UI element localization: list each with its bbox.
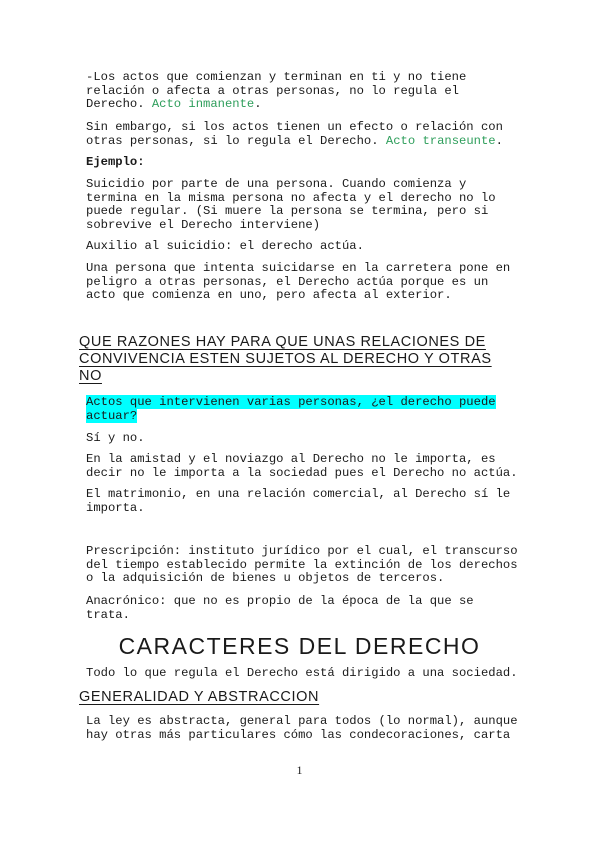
section-heading-text: QUE RAZONES HAY PARA QUE UNAS RELACIONES DE CONVIVENCIA ESTEN SUJETOS AL DERECHO Y OTRAS NO — [79, 334, 492, 384]
paragraph-sociedad: Todo lo que regula el Derecho está dirigido a una sociedad. — [86, 666, 518, 680]
paragraph-si-y-no: Sí y no. — [86, 431, 145, 445]
term-acto-transeunte: Acto transeunte — [385, 133, 496, 148]
paragraph-end: . — [254, 97, 262, 112]
paragraph-text: Sin embargo, si los actos tienen un efecto o relación con otras personas, si lo regula el Derecho. — [86, 120, 503, 148]
paragraph-suicidio: Suicidio por parte de una persona. Cuando comienza y termina en la misma persona no afecta y el derecho no lo puede regular. (Si muere la persona se termina, pero si sobrevive el Derecho interviene) — [86, 177, 496, 232]
section-heading — [79, 334, 519, 385]
paragraph-amistad: En la amistad y el noviazgo al Derecho no le importa, es decir no le importa a la sociedad pues el Derecho no actúa. — [86, 452, 518, 480]
paragraph-text: -Los actos que comienzan y terminan en ti y no tiene relación o afecta a otras personas, no lo regula el Derecho. — [86, 70, 467, 112]
paragraph-acto-transeunte — [86, 121, 526, 148]
paragraph-auxilio: Auxilio al suicidio: el derecho actúa. — [86, 239, 364, 253]
page-title: CARACTERES DEL DERECHO — [118, 633, 481, 659]
paragraph-prescripcion: Prescripción: instituto jurídico por el cual, el transcurso del tiempo establecido permite la extinción de los derechos o la adquisición de bienes u objetos de terceros. — [86, 544, 518, 586]
highlighted-question: Actos que intervienen varias personas, ¿el derecho puede actuar? — [86, 395, 496, 423]
paragraph-ley-abstracta: La ley es abstracta, general para todos (lo normal), aunque hay otras más particulares cómo las condecoraciones, carta — [86, 714, 518, 742]
page-number: 1 — [296, 763, 303, 777]
ejemplo-label: Ejemplo: — [86, 155, 145, 169]
paragraph-matrimonio: El matrimonio, en una relación comercial, al Derecho sí le importa. — [86, 487, 511, 515]
question-paragraph — [86, 396, 526, 423]
term-acto-inmanente: Acto inmanente — [151, 97, 255, 112]
subheading-text: GENERALIDAD Y ABSTRACCION — [79, 689, 320, 705]
paragraph-anacronico: Anacrónico: que no es propio de la época de la que se trata. — [86, 594, 474, 622]
paragraph-acto-inmanente — [86, 71, 526, 112]
paragraph-carretera: Una persona que intenta suicidarse en la carretera pone en peligro a otras personas, el Derecho actúa porque es un acto que comienza en uno, pero afecta al exterior. — [86, 261, 511, 303]
subheading — [79, 689, 319, 706]
paragraph-end: . — [495, 133, 503, 148]
